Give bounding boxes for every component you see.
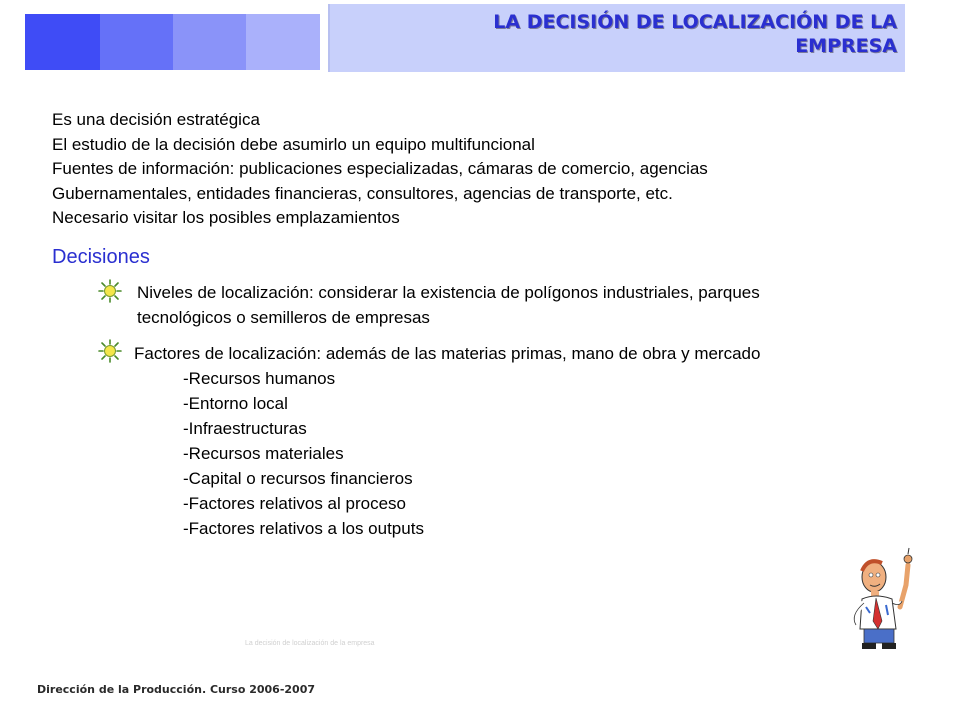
list-item: -Entorno local <box>183 394 288 413</box>
list-item: -Capital o recursos financieros <box>183 469 413 488</box>
header-block-2 <box>100 14 173 70</box>
intro-line: Es una decisión estratégica <box>52 110 260 129</box>
header-block-4 <box>246 14 320 70</box>
list-item: -Recursos humanos <box>183 369 336 388</box>
list-item: -Factores relativos al proceso <box>183 494 406 513</box>
list-item: -Factores relativos a los outputs <box>183 519 424 538</box>
header-block-3 <box>173 14 246 70</box>
intro-line: Gubernamentales, entidades financieras, consultores, agencias de transporte, etc. <box>52 183 673 203</box>
decisiones-heading: Decisiones <box>52 246 150 268</box>
intro-line: El estudio de la decisión debe asumirlo un equipo multifuncional <box>52 134 535 154</box>
slide-title <box>337 10 897 58</box>
intro-line: Necesario visitar los posibles emplazamientos <box>52 208 400 227</box>
list-item: -Infraestructuras <box>183 419 307 438</box>
bullet-niveles-line2: tecnológicos o semilleros de empresas <box>137 307 430 327</box>
sun-bullet-icon <box>98 339 122 363</box>
title-box <box>328 4 905 72</box>
thinking-man-illustration <box>838 545 938 653</box>
sun-bullet-icon <box>98 279 122 303</box>
intro-line: Fuentes de información: publicaciones especializadas, cámaras de comercio, agencias <box>52 159 708 178</box>
bullet-niveles <box>137 281 760 330</box>
factors-list <box>183 366 424 541</box>
list-item: -Recursos materiales <box>183 444 344 463</box>
bullet-factores: Factores de localización: además de las materias primas, mano de obra y mercado <box>134 344 761 363</box>
slide-title-line2: EMPRESA <box>795 35 897 57</box>
intro-text <box>52 108 708 231</box>
bullet-niveles-line1: Niveles de localización: considerar la existencia de polígonos industriales, parques <box>137 283 760 302</box>
footer-course: Dirección de la Producción. Curso 2006-2007 <box>37 683 316 696</box>
watermark: La decisión de localización de la empresa <box>245 640 375 647</box>
slide-title-line1: LA DECISIÓN DE LOCALIZACIÓN DE LA <box>493 11 897 33</box>
header-block-1 <box>25 14 100 70</box>
